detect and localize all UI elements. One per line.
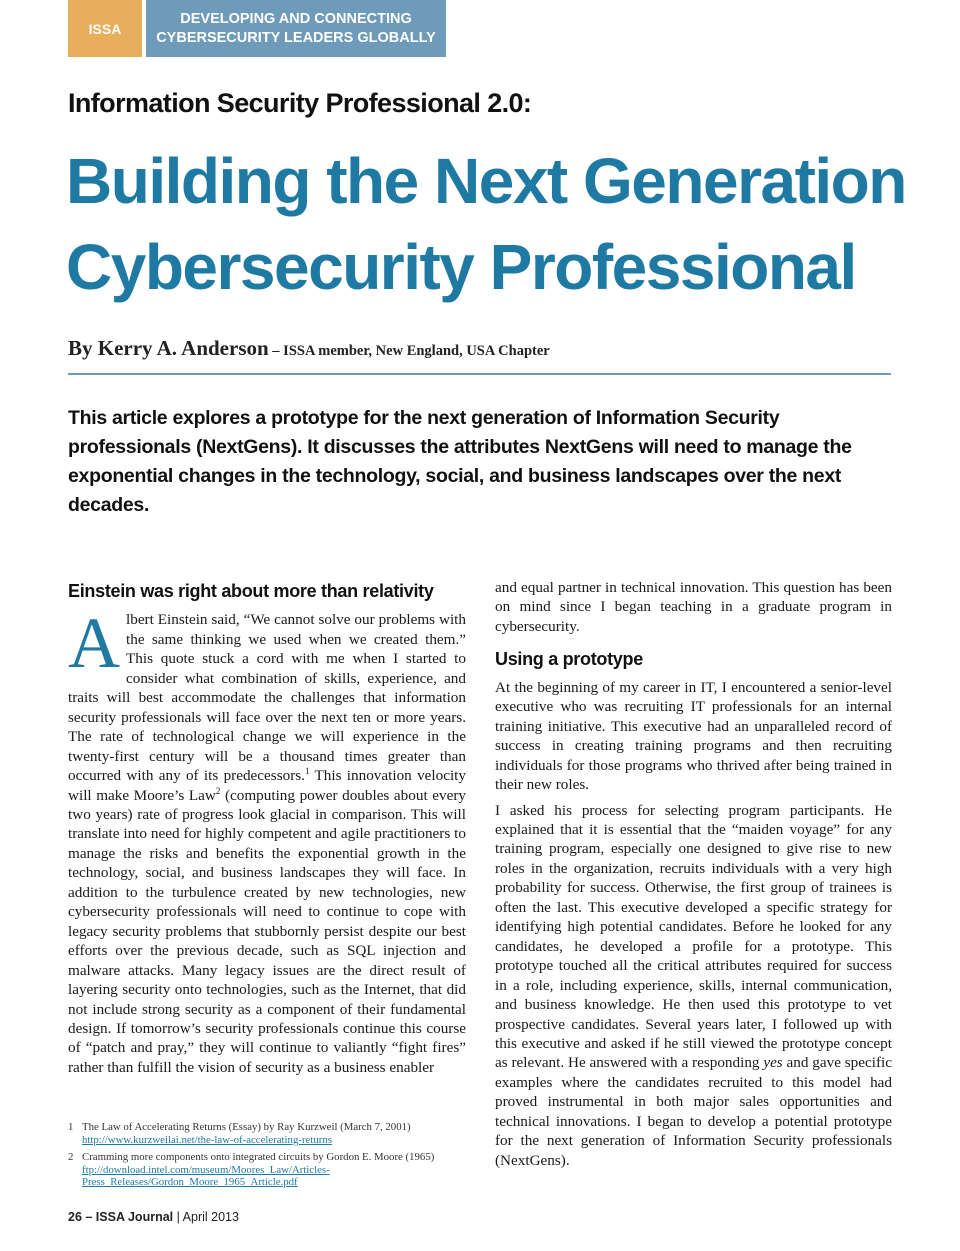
footnote-ref-1[interactable]: 1 [304,766,310,777]
title-divider [68,373,891,375]
byline [68,336,550,361]
footnote-link-kurzweil[interactable]: http://www.kurzweilai.net/the-law-of-accelerating-returns [82,1133,332,1146]
issa-tab [68,0,142,57]
article-title [66,138,906,310]
byline-author: By Kerry A. Anderson [68,336,269,360]
paragraph-process-part1: I asked his process for selecting program participants. He explained that it is essential that the “maiden voyage” for any training program, especially one designed to give rise to new roles in the organization, recruits individuals with a very high probability for success. Otherwise, the first group of trainees is often the last. This executive developed a specific strategy for identifying high potential candidates. Before he looked for any candidates, he developed a profile for a prototype. This prototype touched all the critical attributes required for success in a role, including experience, skills, internal communication, and business knowledge. He then used this prototype to vet prospective candidates. Several years later, I followed up with this executive and asked if he still viewed the prototype concept as relevant. He answered with a responding [495,801,892,1072]
footer-page-label: 26 – ISSA Journal [68,1210,174,1224]
section-heading-prototype: Using a prototype [495,649,643,670]
paragraph-einstein-part2: This innovation velocity will make Moore’s Law [68,767,466,804]
byline-affiliation: – ISSA member, New England, USA Chapter [268,343,550,359]
footnote-text: The Law of Accelerating Returns (Essay) by Ray Kurzweil (March 7, 2001) [82,1121,411,1133]
article-abstract: This article explores a prototype for the next generation of Information Security professionals (NextGens). It discusses the attributes NextGens will need to manage the exponential changes in the technology, social, and business landscapes over the next decades. [68,407,852,516]
footnote-text: Cramming more components onto integrated circuits by Gordon E. Moore (1965) [82,1151,435,1163]
paragraph-process [495,801,892,1171]
title-line1: Building the Next Generation [66,145,906,217]
tagline-line1: DEVELOPING AND CONNECTING [180,10,412,27]
footnote-1 [68,1121,468,1146]
page-footer [68,1210,239,1224]
tagline-banner [146,0,446,57]
footnote-number: 2 [68,1151,74,1163]
paragraph-career: At the beginning of my career in IT, I encountered a senior-level executive who was recruiting IT professionals for an internal training initiative. This executive had an unparalleled record of success in creating training programs and then recruiting individuals for those programs who thrived after being trained in their new roles. [495,678,892,794]
section-heading-einstein: Einstein was right about more than relativity [68,581,434,601]
right-column [495,578,892,1176]
footer-separator: | [173,1210,183,1224]
issa-tab-label: ISSA [88,20,122,37]
paragraph-continued: and equal partner in technical innovation. This question has been on mind since I began teaching in a graduate program in cybersecurity. [495,579,892,635]
footnote-number: 1 [68,1121,74,1133]
tagline-line2: CYBERSECURITY LEADERS GLOBALLY [156,29,436,46]
footnote-ref-2[interactable]: 2 [215,785,221,796]
footnote-2 [68,1151,468,1189]
left-column [68,578,466,1083]
drop-cap: A [68,603,120,684]
emphasis-yes: yes [763,1054,783,1072]
paragraph-einstein-part1: lbert Einstein said, “We cannot solve our problems with the same thinking we used when we created them.” This quote stuck a cord with me when I started to consider what combination of skills, experience, and traits will best accommodate the challenges that information security professionals will face over the next ten or more years. The rate of technological change we will experience in the twenty-first century will be a thousand times greater than occurred with any of its predecessors. [68,611,466,785]
paragraph-process-part2: and gave specific examples where the candidates recruited to this model had proved instrumental in both major sales opportunities and technical innovations. I began to develop a potential prototype for the next generation of Information Security professionals (NextGens). [495,1054,892,1169]
title-line2: Cybersecurity Professional [66,231,856,303]
footnotes [68,1121,468,1194]
paragraph-einstein [68,603,466,1077]
paragraph-einstein-part3: (computing power doubles about every two years) rate of progress look glacial in comparison. This will translate into need for highly competent and agile practitioners to manage the risks and benefits the exponential growth in the technology, social, and business landscapes they will face. In addition to the turbulence created by new technologies, new cybersecurity professionals will need to continue to cope with legacy security problems that stubbornly persist despite our best efforts over the previous decade, such as SQL injection and malware attacks. Many legacy issues are the direct result of layering security onto technologies, such as the Internet, that did not include strong security as a component of their fundamental design. If tomorrow’s security professionals continue this course of “patch and pray,” they will continue to valiantly “fight fires” rather than fulfill the vision of security as a business enabler [68,786,466,1076]
footnote-link-intel[interactable]: ftp://download.intel.com/museum/Moores_Law/Articles-Press_Releases/Gordon_Moore_1965_Article.pdf [82,1163,330,1188]
article-supertitle: Information Security Professional 2.0: [68,88,532,118]
footer-date: April 2013 [182,1210,239,1224]
